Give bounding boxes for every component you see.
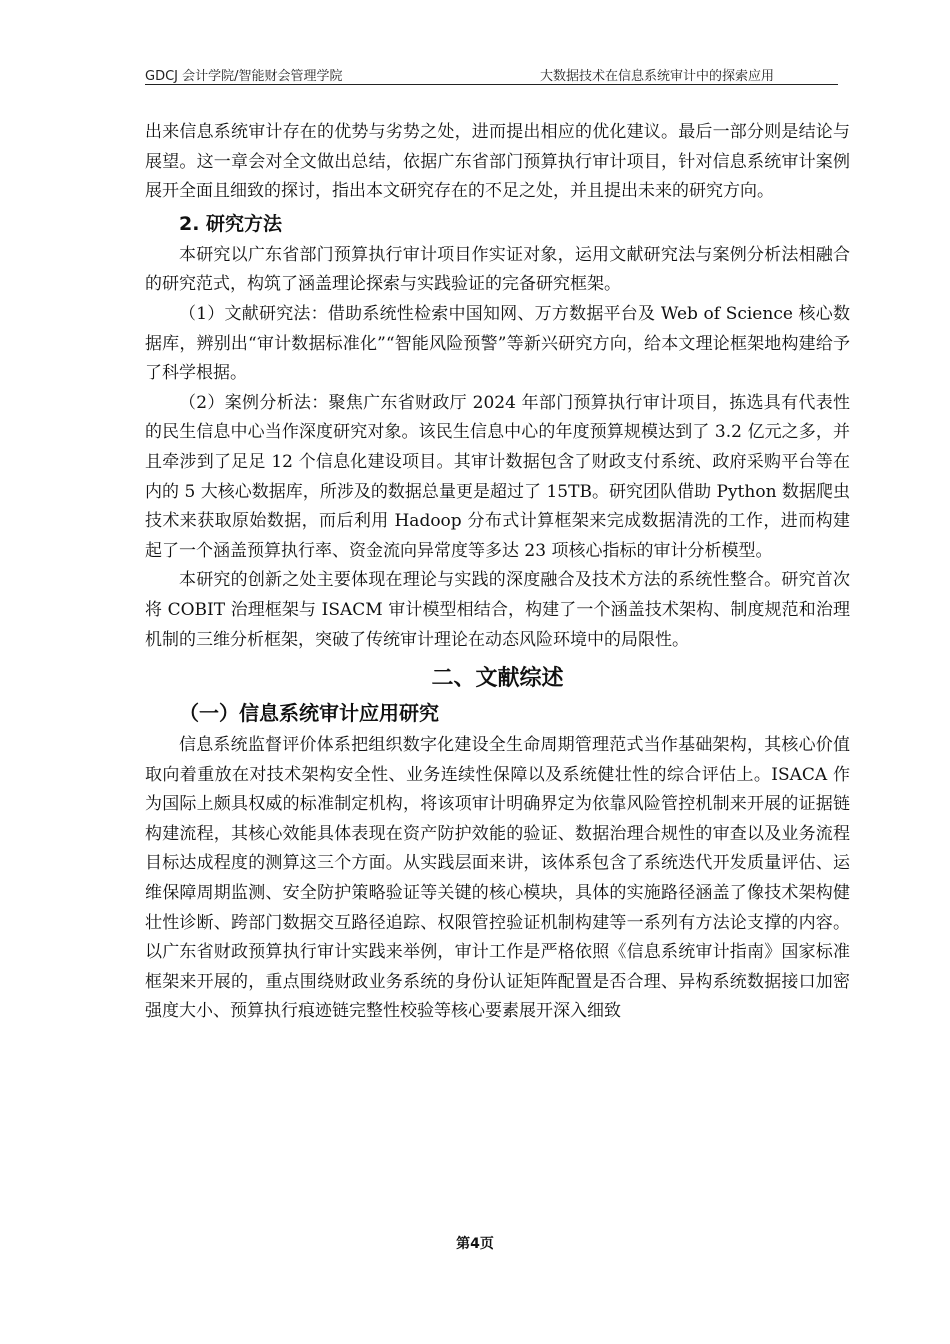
research-methods-heading: 2. 研究方法 (179, 212, 283, 235)
paragraph-section-body: 信息系统监督评价体系把组织数字化建设全生命周期管理范式当作基础架构，其核心价值取向着重放在对技术架构安全性、业务连续性保障以及系统健壮性的综合评估上。ISACA 作为国际上颇具权威的标准制定机构，将该项审计明确界定为依靠风险管控机制来开展的证据链构建流程，其核心效能具体表现在资产防护效能的验证、数据治理合规性的审查以及业务流程目标达成程度的测算这三个方面。从实践层面来讲，该体系包含了系统迭代开发质量评估、运维保障周期监测、安全防护策略验证等关键的核心模块，具体的实施路径涵盖了像技术架构健壮性诊断、跨部门数据交互路径追踪、权限管控验证机制构建等一系列有方法论支撑的内容。以广东省财政预算执行审计实践来举例，审计工作是严格依照《信息系统审计指南》国家标准框架来开展的，重点围绕财政业务系统的身份认证矩阵配置是否合理、异构系统数据接口加密强度大小、预算执行痕迹链完整性校验等核心要素展开深入细致 (145, 735, 850, 1022)
paragraph-literature-method: （1）文献研究法：借助系统性检索中国知网、万方数据平台及 Web of Science 核心数据库，辨别出“审计数据标准化”“智能风险预警”等新兴研究方向，给本文理论框架地构建给予了科学根据。 (145, 303, 850, 384)
header-left-text: GDCJ 会计学院/智能财会管理学院 (145, 69, 343, 84)
paragraph-methods-intro: 本研究以广东省部门预算执行审计项目作实证对象，运用文献研究法与案例分析法相融合的研究范式，构筑了涵盖理论探索与实践验证的完备研究框架。 (145, 244, 850, 295)
page-number: 第4页 (456, 1236, 494, 1252)
header-right-text: 大数据技术在信息系统审计中的探索应用 (539, 69, 774, 84)
chapter-heading: 二、文献综述 (431, 666, 564, 692)
paragraph-case-method: （2）案例分析法：聚焦广东省财政厅 2024 年部门预算执行审计项目，拣选具有代表性的民生信息中心当作深度研究对象。该民生信息中心的年度预算规模达到了 3.2 亿元之多，并且牵涉到了足足 12 个信息化建设项目。其审计数据包含了财政支付系统、政府采购平台等在内的 5 大核心数据库，所涉及的数据总量更是超过了 15TB。研究团队借助 Python 数据爬虫技术来获取原始数据，而后利用 Hadoop 分布式计算框架来完成数据清洗的工作，进而构建起了一个涵盖预算执行率、资金流向异常度等多达 23 项核心指标的审计分析模型。 (145, 392, 850, 561)
document-body (145, 118, 850, 1027)
section-heading: （一）信息系统审计应用研究 (179, 701, 439, 726)
page-header (145, 62, 838, 85)
paragraph-continuation: 出来信息系统审计存在的优势与劣势之处，进而提出相应的优化建议。最后一部分则是结论与展望。这一章会对全文做出总结，依据广东省部门预算执行审计项目，针对信息系统审计案例展开全面且细致的探讨，指出本文研究存在的不足之处，并且提出未来的研究方向。 (145, 122, 850, 202)
paragraph-innovation: 本研究的创新之处主要体现在理论与实践的深度融合及技术方法的系统性整合。研究首次将 COBIT 治理框架与 ISACM 审计模型相结合，构建了一个涵盖技术架构、制度规范和治理机制的三维分析框架，突破了传统审计理论在动态风险环境中的局限性。 (145, 570, 850, 650)
